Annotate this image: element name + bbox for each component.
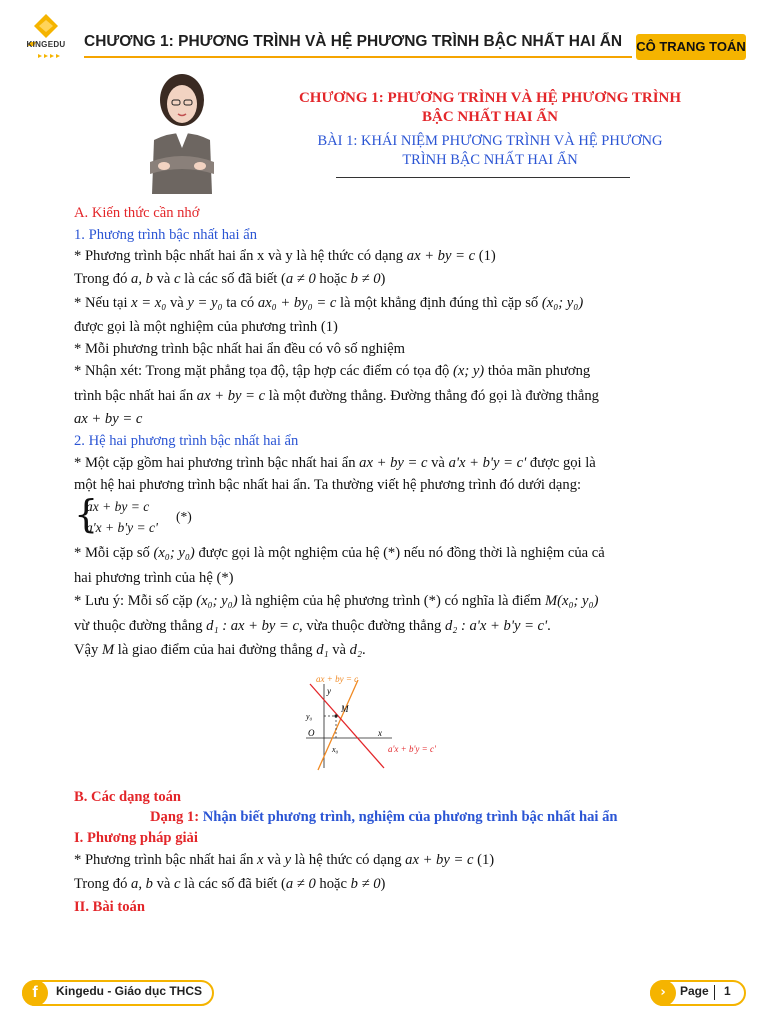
paragraph-solution-def-cont: được gọi là một nghiệm của phương trình (1) [74,319,338,335]
text: và [427,455,449,471]
text: * Lưu ý: Mỗi số cặp [74,593,197,609]
paragraph-infinite: * Mỗi phương trình bậc nhất hai ẩn đều có vô số nghiệm [74,341,405,357]
text: là các số đã biết ( [180,271,286,287]
math: d₂ : a'x + b'y = c' [444,618,548,634]
math: a ≠ 0 [285,271,316,287]
text: ) [380,876,386,892]
section-a-heading: A. Kiến thức cần nhớ [74,205,200,221]
math: y = y₀ [187,295,223,311]
paragraph-remark [74,363,590,380]
dang1-heading [150,809,618,826]
math: (x; y) [452,363,485,379]
label-y: y [327,686,331,696]
lesson-title-line1: BÀI 1: KHÁI NIỆM PHƯƠNG TRÌNH VÀ HỆ PHƯƠNG [317,133,663,149]
math: a, b [131,876,153,892]
math: (x₀; y₀) [196,593,238,609]
math: d₁ [316,642,329,658]
text: hoặc [315,876,351,892]
brace-icon: { [74,492,99,536]
text: * Một cặp gồm hai phương trình bậc nhất hai ẩn [74,455,360,471]
lesson-title-line2: TRÌNH BẬC NHẤT HAI ẨN [402,152,578,168]
math: ax₀ + by₀ = c [257,295,337,311]
equation: ax + by = c [359,455,428,471]
section-ii-heading: II. Bài toán [74,899,145,915]
math: b ≠ 0 [350,271,381,287]
subsection-1-heading: 1. Phương trình bậc nhất hai ẩn [74,227,258,243]
page-label: Page [680,984,709,998]
text: là nghiệm của hệ phương trình (*) có nghĩa là điểm [237,593,545,609]
text: được gọi là một nghiệm của hệ (*) nếu nó đồng thời là nghiệm của cả [194,545,605,561]
label-x: x [378,728,382,738]
text: và [263,852,285,868]
facebook-icon: f [22,980,48,1006]
paragraph-definition [74,248,496,265]
dang1-text: Nhận biết phương trình, nghiệm của phương trình bậc nhất hai ẩn [202,809,618,825]
text: là hệ thức có dạng [291,852,406,868]
paragraph-coefficients [74,271,385,288]
paragraph-method-cond [74,876,385,893]
text: * Phương trình bậc nhất hai ẩn [74,852,258,868]
math: (x₀; y₀) [153,545,195,561]
header-underline [84,56,632,58]
text: (1) [475,248,496,264]
text: * Mỗi cặp số [74,545,154,561]
intersection-diagram [296,672,476,772]
chapter-title-line1: CHƯƠNG 1: PHƯƠNG TRÌNH VÀ HỆ PHƯƠNG TRÌNH [298,90,682,106]
text: . [547,618,551,634]
text: là một đường thẳng. Đường thẳng đó gọi là đường thẳng [265,388,599,404]
system-eq2: a'x + b'y = c' [86,520,158,535]
text: là một khẳng định đúng thì cặp số [336,295,542,311]
text: Trong đó [74,271,132,287]
text: là giao điểm của hai đường thẳng [114,642,317,658]
label-line1: ax + by = c [316,674,359,684]
paragraph-solution-def [74,295,583,312]
text: * Nếu tại [74,295,132,311]
text: ) [380,271,386,287]
page-header [0,0,768,68]
text: . [362,642,366,658]
label-origin: O [308,728,315,738]
paragraph-system-solution-cont: hai phương trình của hệ (*) [74,570,234,586]
paragraph-note [74,593,598,610]
math: M [101,642,115,658]
equation: a'x + b'y = c' [448,455,527,471]
math: b ≠ 0 [350,876,381,892]
dang1-label: Dạng 1: [150,809,203,825]
paragraph-conclusion [74,642,366,659]
text: trình bậc nhất hai ẩn [74,388,197,404]
paragraph-system-solution [74,545,605,562]
section-b-heading: B. Các dạng toán [74,789,182,805]
text: ta có [222,295,258,311]
text: thỏa mãn phương [484,363,591,379]
equation-system [74,492,204,540]
equation: ax + by = c [196,388,266,404]
text: , vừa thuộc đường thẳng [299,618,445,634]
paragraph-system-def [74,455,596,472]
text: (1) [473,852,495,868]
label-m: M [341,704,349,714]
math: x = x₀ [131,295,167,311]
math: d₂ [349,642,363,658]
header-title: CHƯƠNG 1: PHƯƠNG TRÌNH VÀ HỆ PHƯƠNG TRÌNH BẬC NHẤT HAI ẨN [84,33,623,50]
system-label: (*) [176,509,192,524]
math: (x₀; y₀) [541,295,584,311]
point-m-dot [334,714,337,717]
text: và [166,295,188,311]
logo-text: KINGEDU [26,40,66,49]
chapter-title-line2: BẬC NHẤT HAI ẨN [422,109,558,125]
kingedu-logo-icon [22,12,70,64]
text: * Nhận xét: Trong mặt phẳng tọa độ, tập hợp các điểm có tọa độ [74,363,453,379]
brand-badge: CÔ TRANG TOÁN [636,34,746,60]
line-d2 [310,684,384,768]
title-divider [336,177,630,178]
text: Trong đó [74,876,132,892]
math: x [257,852,264,868]
teacher-photo [140,70,224,194]
text: và [152,876,175,892]
math: c [174,271,181,287]
math: d₁ : ax + by = c [206,618,300,634]
text: và [328,642,350,658]
math: c [174,876,181,892]
footer-left-text: Kingedu - Giáo dục THCS [56,984,202,998]
equation: ax + by = c [406,248,476,264]
page-divider [714,985,715,1000]
text: * Phương trình bậc nhất hai ẩn x và y là hệ thức có dạng [74,248,407,264]
text: được gọi là [526,455,596,471]
system-eq1: ax + by = c [86,499,150,514]
label-y0: y₀ [306,712,313,721]
page-number: 1 [724,984,731,998]
paragraph-remark-cont [74,388,599,405]
line-equation: ax + by = c [74,411,143,427]
math: a ≠ 0 [285,876,316,892]
equation: ax + by = c [405,852,474,868]
subsection-2-heading: 2. Hệ hai phương trình bậc nhất hai ẩn [74,433,299,449]
text: vừ thuộc đường thẳng [74,618,207,634]
label-x0: x₀ [332,745,339,754]
text: và [152,271,175,287]
footer-facebook-link[interactable] [22,980,214,1006]
math: a, b [131,271,153,287]
math: y [284,852,292,868]
text: Vậy [74,642,102,658]
math: M(x₀; y₀) [544,593,599,609]
label-line2: a'x + b'y = c' [388,744,436,754]
text: là các số đã biết ( [180,876,286,892]
footer-page-indicator [650,980,746,1006]
paragraph-system-form: một hệ hai phương trình bậc nhất hai ẩn. Ta thường viết hệ phương trình đó dưới dạng: [74,477,582,493]
section-i-heading: I. Phương pháp giải [74,830,198,846]
chevron-right-icon: › [650,980,676,1006]
paragraph-note-cont [74,618,551,635]
paragraph-method [74,852,494,869]
text: hoặc [315,271,351,287]
